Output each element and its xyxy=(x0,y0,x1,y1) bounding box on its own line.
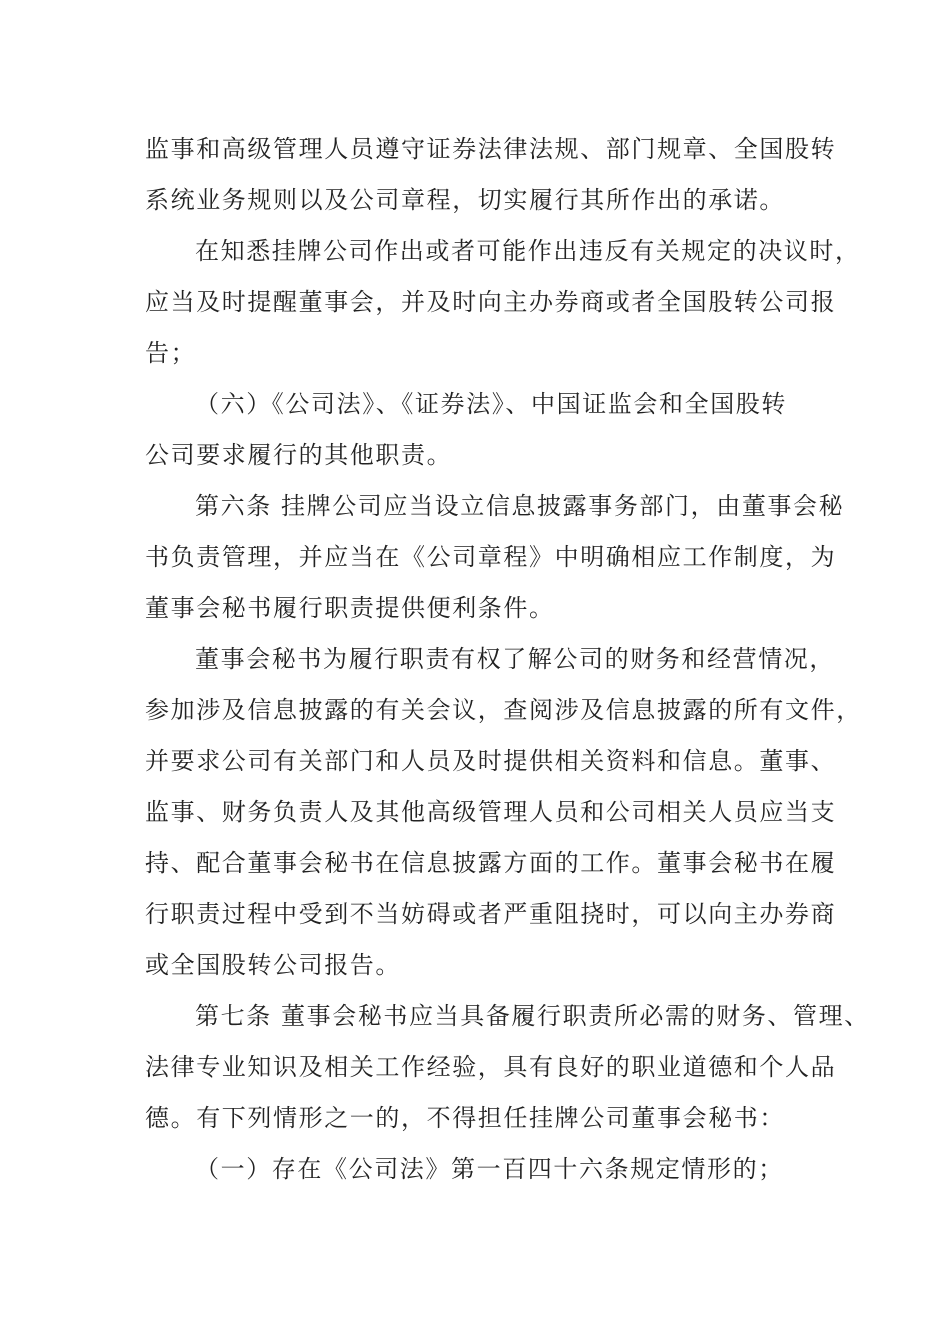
text-line: 第七条 董事会秘书应当具备履行职责所必需的财务、管理、 xyxy=(195,1002,870,1030)
text-line: 第六条 挂牌公司应当设立信息披露事务部门，由董事会秘 xyxy=(195,492,845,520)
text-line: 应当及时提醒董事会，并及时向主办券商或者全国股转公司报 xyxy=(145,288,837,316)
text-line: 或全国股转公司报告。 xyxy=(145,951,401,979)
text-line: 在知悉挂牌公司作出或者可能作出违反有关规定的决议时， xyxy=(195,237,861,265)
text-line: 董事会秘书为履行职责有权了解公司的财务和经营情况， xyxy=(195,645,835,673)
text-line: 书负责管理，并应当在《公司章程》中明确相应工作制度，为 xyxy=(145,543,837,571)
text-line: 公司要求履行的其他职责。 xyxy=(145,441,453,469)
text-line: 监事和高级管理人员遵守证券法律法规、部门规章、全国股转 xyxy=(145,135,837,163)
text-line: 持、配合董事会秘书在信息披露方面的工作。董事会秘书在履 xyxy=(145,849,837,877)
text-line: 董事会秘书履行职责提供便利条件。 xyxy=(145,594,555,622)
text-line: 告； xyxy=(145,339,197,367)
text-line: 系统业务规则以及公司章程，切实履行其所作出的承诺。 xyxy=(145,186,785,214)
text-line: 参加涉及信息披露的有关会议，查阅涉及信息披露的所有文件， xyxy=(145,696,862,724)
text-line: （六）《公司法》、《证券法》、中国证监会和全国股转 xyxy=(195,390,787,418)
document-body xyxy=(145,124,870,1195)
text-line: 监事、财务负责人及其他高级管理人员和公司相关人员应当支 xyxy=(145,798,837,826)
text-line: 法律专业知识及相关工作经验，具有良好的职业道德和个人品 xyxy=(145,1053,837,1081)
text-line: （一）存在《公司法》第一百四十六条规定情形的； xyxy=(195,1155,784,1183)
text-line: 德。有下列情形之一的，不得担任挂牌公司董事会秘书： xyxy=(145,1104,785,1132)
text-line: 行职责过程中受到不当妨碍或者严重阻挠时，可以向主办券商 xyxy=(145,900,837,928)
text-line: 并要求公司有关部门和人员及时提供相关资料和信息。董事、 xyxy=(145,747,837,775)
